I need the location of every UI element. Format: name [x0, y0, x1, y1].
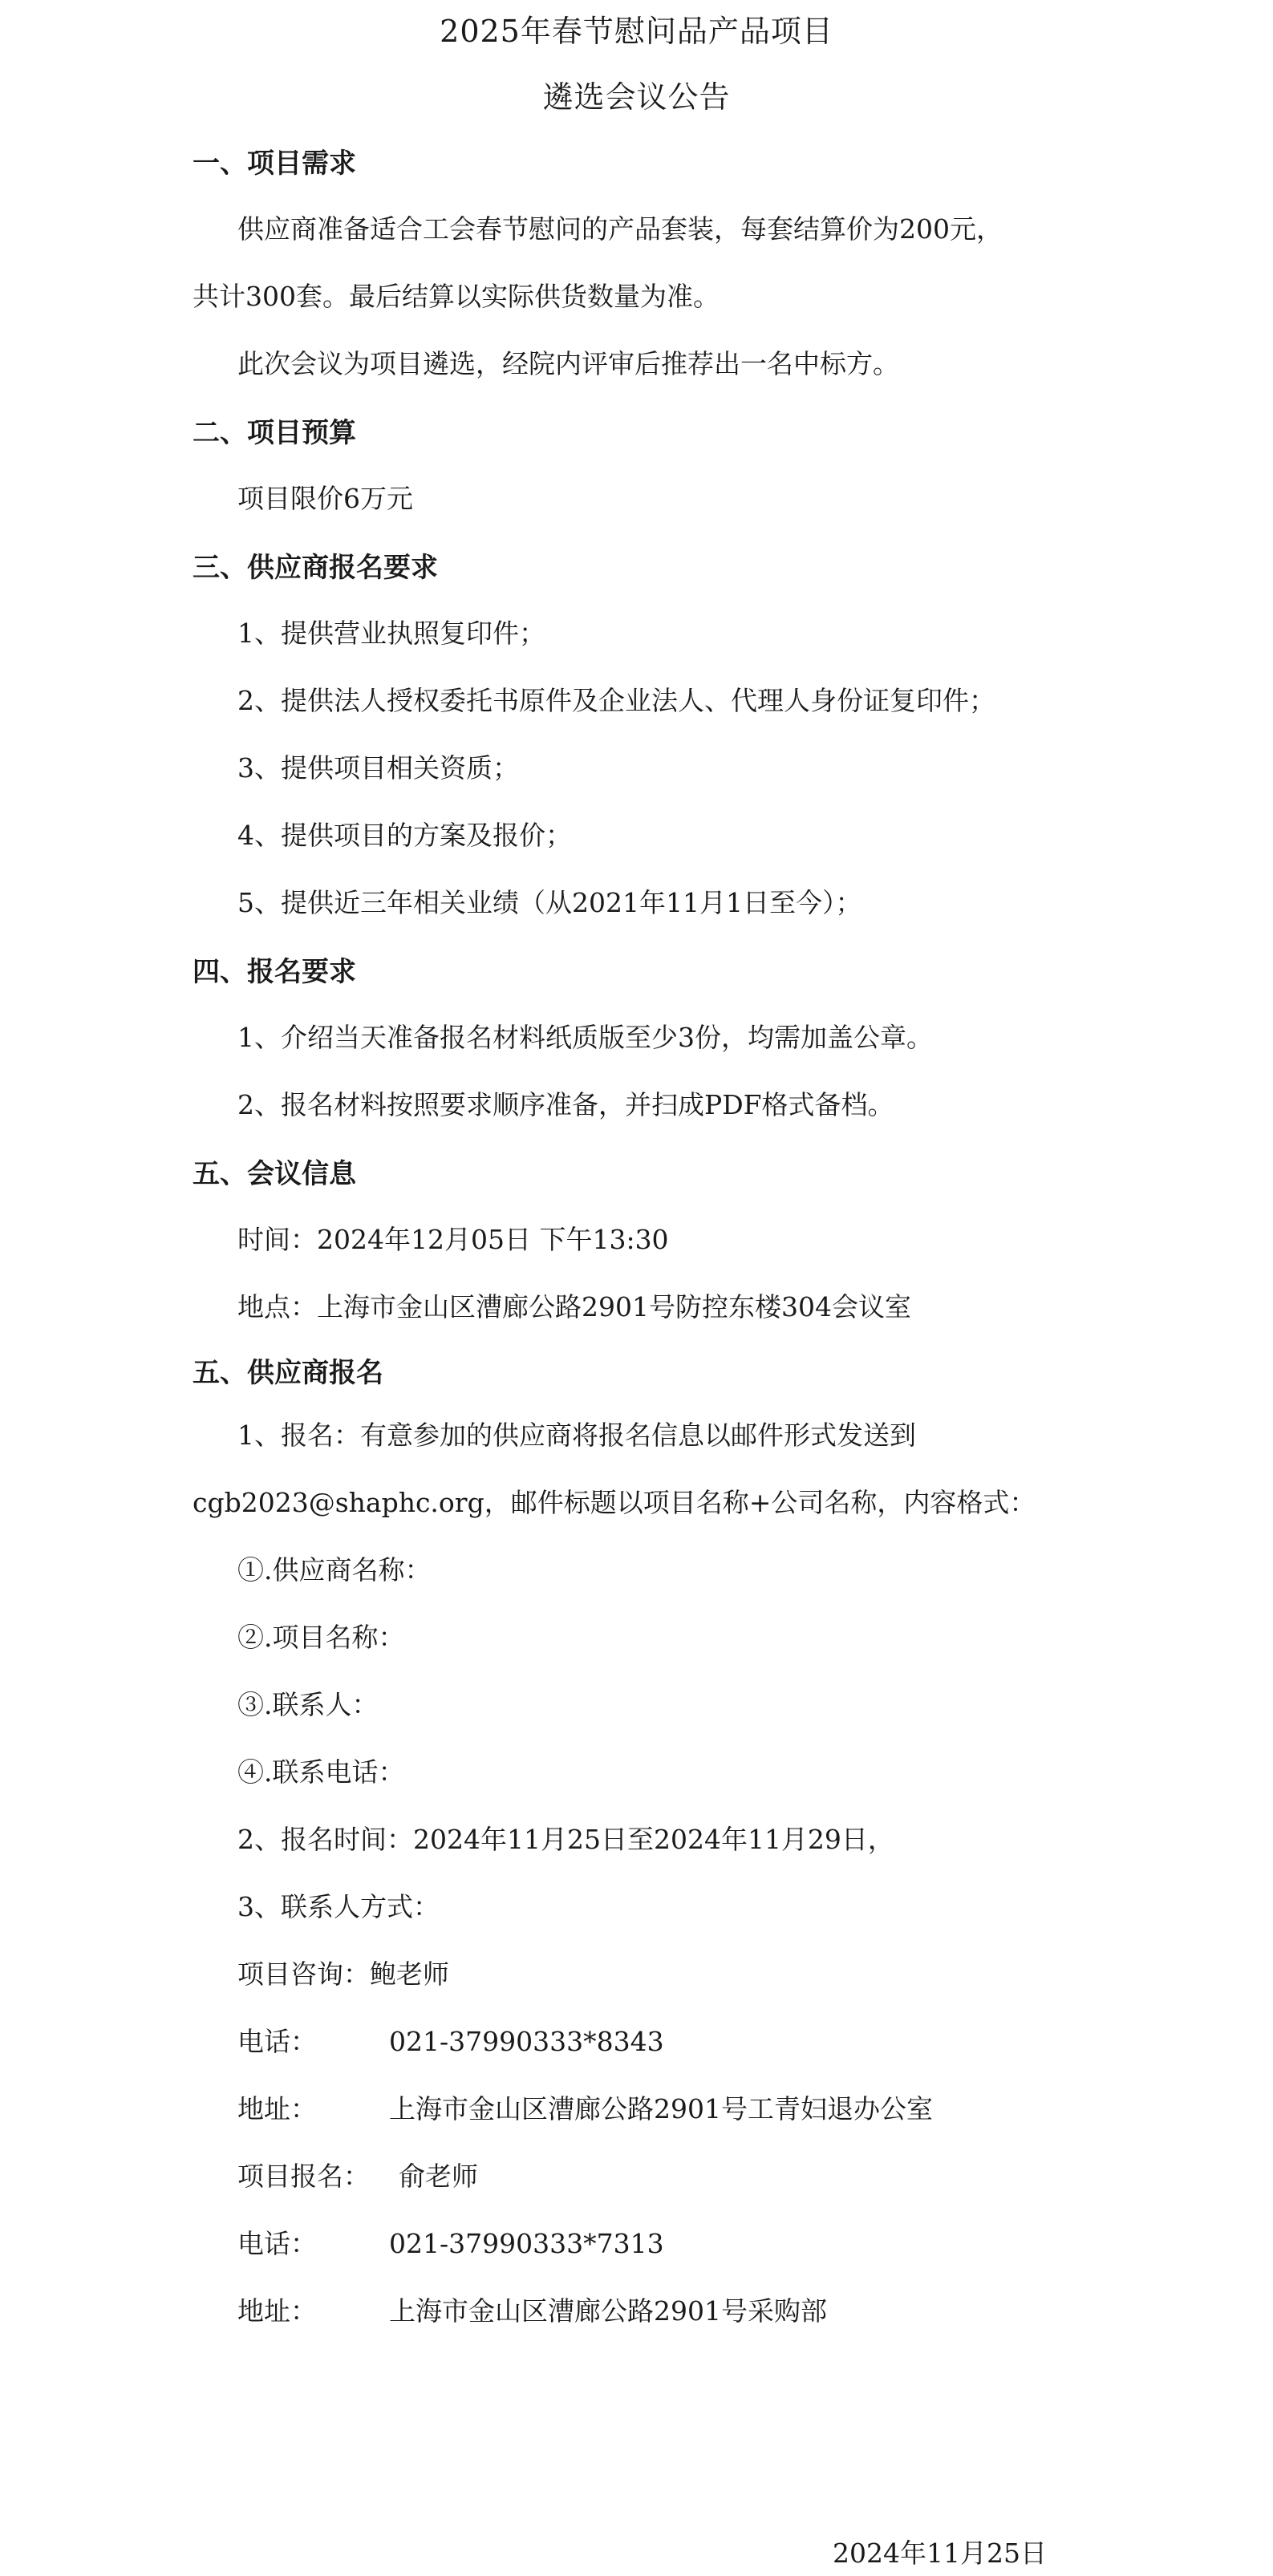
consult-contact-row — [237, 1954, 449, 1991]
address-label: 地址： — [237, 2295, 317, 2327]
requirements-paragraph-line-1: 供应商准备适合工会春节慰问的产品套装，每套结算价为200元， — [237, 213, 1003, 245]
supplier-requirement-item: 1、提供营业执照复印件； — [237, 618, 545, 649]
registration-requirement-item: 1、介绍当天准备报名材料纸质版至少3份，均需加盖公章。 — [237, 1022, 933, 1053]
phone-label: 电话： — [237, 2228, 317, 2259]
registration-requirement-item: 2、报名材料按照要求顺序准备，并扫成PDF格式备档。 — [237, 1089, 894, 1120]
meeting-place: 地点：上海市金山区漕廊公路2901号防控东楼304会议室 — [237, 1291, 911, 1322]
consult-phone-value: 021-37990333*8343 — [389, 2026, 664, 2057]
signup-phone-row — [237, 2223, 664, 2261]
title-line-2: 遴选会议公告 — [542, 79, 731, 115]
section-heading-requirements: 一、项目需求 — [193, 148, 356, 180]
registration-period: 2、报名时间：2024年11月25日至2024年11月29日， — [237, 1824, 894, 1855]
title-line-1: 2025年春节慰问品产品项目 — [440, 14, 833, 49]
consult-address-row — [237, 2088, 933, 2126]
phone-label: 电话： — [237, 2026, 317, 2057]
consult-label: 项目咨询： — [237, 1958, 370, 1990]
requirements-paragraph-2: 此次会议为项目遴选，经院内评审后推荐出一名中标方。 — [237, 348, 899, 379]
supplier-requirement-item: 4、提供项目的方案及报价； — [237, 820, 572, 851]
signup-label: 项目报名： — [237, 2161, 370, 2192]
format-field-item: ③.联系人： — [237, 1689, 379, 1720]
signup-contact-row — [237, 2156, 478, 2193]
consult-phone-row — [237, 2021, 664, 2059]
format-field-item: ②.项目名称： — [237, 1622, 405, 1653]
budget-paragraph: 项目限价6万元 — [237, 483, 413, 514]
consult-address-value: 上海市金山区漕廊公路2901号工青妇退办公室 — [389, 2093, 933, 2124]
address-label: 地址： — [237, 2093, 317, 2124]
signup-address-row — [237, 2290, 827, 2328]
section-heading-registration-requirements: 四、报名要求 — [193, 956, 356, 988]
signup-name: 俞老师 — [399, 2161, 478, 2192]
contact-heading: 3、联系人方式： — [237, 1891, 440, 1922]
section-heading-supplier-requirements: 三、供应商报名要求 — [193, 552, 438, 584]
supplier-requirement-item: 5、提供近三年相关业绩（从2021年11月1日至今）； — [237, 887, 862, 918]
section-heading-meeting-info: 五、会议信息 — [193, 1158, 356, 1190]
signup-phone-value: 021-37990333*7313 — [389, 2228, 664, 2259]
format-field-item: ①.供应商名称： — [237, 1554, 432, 1586]
registration-instruction-line-1: 1、报名：有意参加的供应商将报名信息以邮件形式发送到 — [237, 1420, 916, 1451]
supplier-requirement-item: 2、提供法人授权委托书原件及企业法人、代理人身份证复印件； — [237, 685, 995, 716]
meeting-time: 时间：2024年12月05日 下午13:30 — [237, 1224, 669, 1255]
section-heading-supplier-registration: 五、供应商报名 — [193, 1357, 383, 1389]
format-field-item: ④.联系电话： — [237, 1756, 405, 1788]
registration-instruction-line-2: cgb2023@shaphc.org，邮件标题以项目名称+公司名称，内容格式： — [193, 1487, 1036, 1518]
section-heading-budget: 二、项目预算 — [193, 417, 356, 449]
announcement-date: 2024年11月25日 — [833, 2538, 1047, 2569]
requirements-paragraph-line-2: 共计300套。最后结算以实际供货数量为准。 — [193, 281, 720, 312]
supplier-requirement-item: 3、提供项目相关资质； — [237, 752, 519, 784]
signup-address-value: 上海市金山区漕廊公路2901号采购部 — [389, 2295, 827, 2327]
consult-name: 鲍老师 — [370, 1958, 449, 1990]
